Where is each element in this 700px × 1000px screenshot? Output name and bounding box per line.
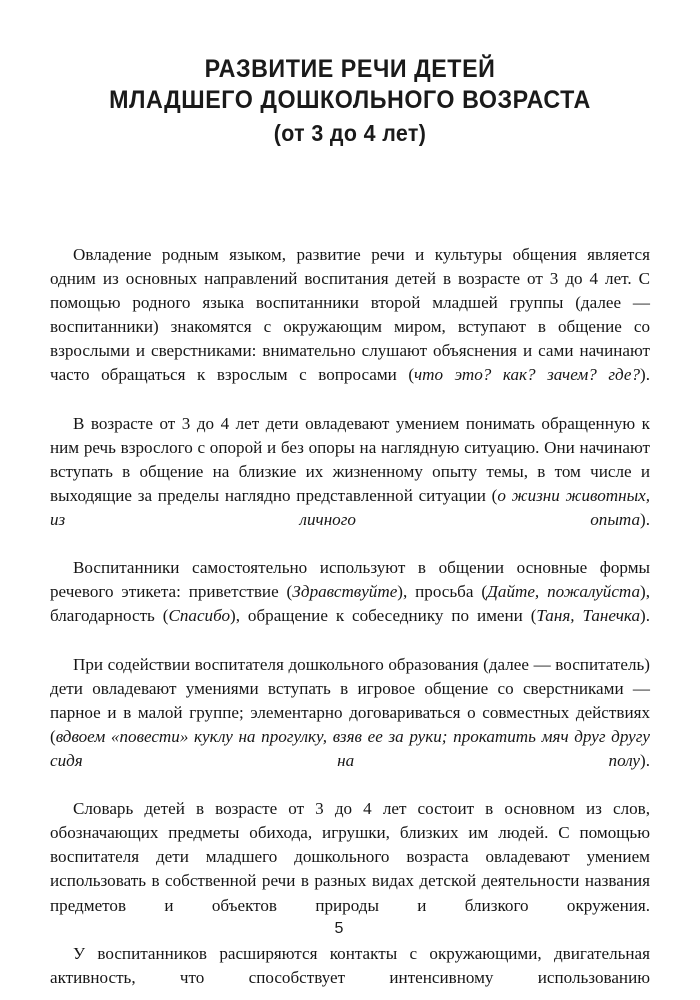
- paragraph: Овладение родным языком, развитие речи и культуры общения является одним из основных направлений воспитания детей в возрасте от 3 до 4 лет. С помощью родного языка воспитанники второй младшей группы (далее — воспитанники) знакомятся с окружающим миром, вступают в общение со взрослыми и сверстниками: внимательно слушают объяснения и сами начинают часто обращаться к взрослым с вопросами (что это? как? зачем? где?).: [50, 245, 650, 385]
- paragraph: У воспитанников расширяются контакты с окружающими, двигательная активность, что способствует интенсивному использованию: [50, 943, 650, 987]
- title-line-3-age-range: (от 3 до 4 лет): [273, 120, 427, 146]
- page-title: [0, 54, 700, 148]
- paragraph: Воспитанники самостоятельно используют в общении основные формы речевого этикета: приветствие (Здравствуйте), просьба (Дайте, пожалуйста), благодарность (Спасибо), обращение к собеседнику по имени (Таня, Танечка).: [50, 558, 650, 626]
- body-text-block: [50, 243, 650, 1000]
- paragraph: В возрасте от 3 до 4 лет дети овладевают умением понимать обращенную к ним речь взрослого с опорой и без опоры на наглядную ситуацию. Они начинают вступать в общение на близкие их жизненному опыту темы, в том числе и выходящие за пределы наглядно представленной ситуации (о жизни животных, из личного опыта).: [50, 413, 651, 530]
- paragraph: Словарь детей в возрасте от 3 до 4 лет состоит в основном из слов, обозначающих предметы обихода, игрушки, близких им людей. С помощью воспитателя дети младшего дошкольного возраста овладевают умением использовать в собственной речи в разных видах детской деятельности названия предметов и объектов природы и близкого окружения.: [50, 799, 650, 915]
- title-line-2: МЛАДШЕГО ДОШКОЛЬНОГО ВОЗРАСТА: [109, 86, 591, 114]
- page-number: 5: [334, 920, 344, 937]
- paragraph: При содействии воспитателя дошкольного образования (далее — воспитатель) дети овладевают умениями вступать в игровое общение со сверстниками — парное и в малой группе; элементарно договариваться о совместных действиях (вдвоем «повести» куклу на прогулку, взяв ее за руки; прокатить мяч друг другу сидя на полу).: [50, 654, 650, 770]
- title-line-1: РАЗВИТИЕ РЕЧИ ДЕТЕЙ: [204, 55, 496, 83]
